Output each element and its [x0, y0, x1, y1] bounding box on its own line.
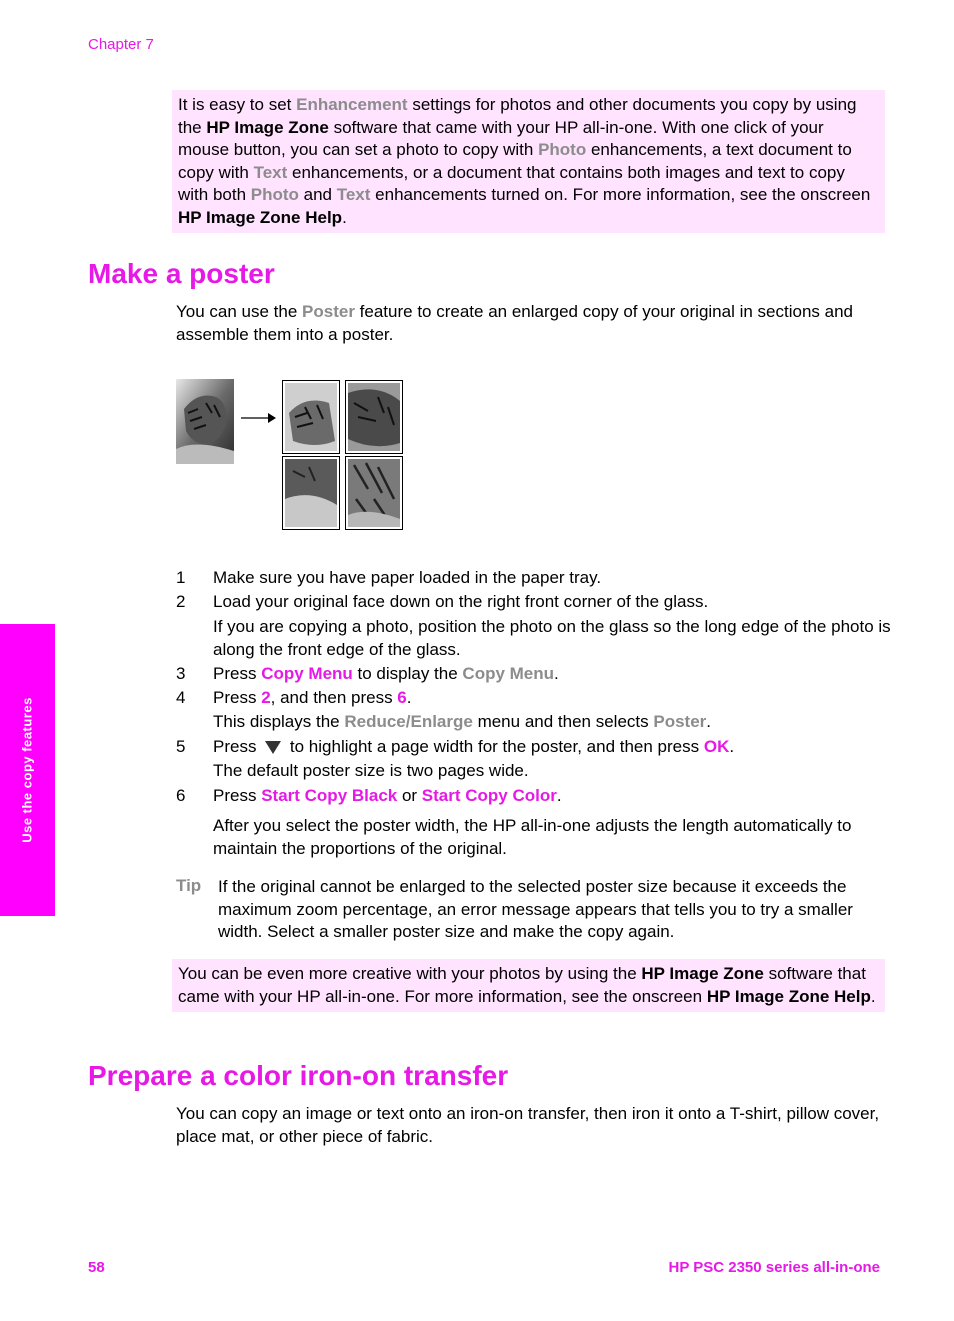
- step-text: [213, 735, 893, 758]
- note-text: enhancements, or a document that contains both images and text to copy with both: [178, 162, 845, 204]
- step-number: 3: [176, 664, 186, 683]
- step-text-part: Press: [213, 737, 262, 756]
- step-text-part: menu and then selects: [472, 712, 654, 731]
- step-number: 5: [176, 737, 186, 756]
- button-2: 2: [261, 688, 271, 707]
- step-text-part: .: [556, 786, 562, 805]
- step-number: 1: [176, 568, 186, 587]
- section-title-iron-on: Prepare a color iron-on transfer: [88, 1060, 509, 1091]
- bold-hp-image-zone: HP Image Zone: [641, 964, 764, 983]
- bold-hp-image-zone-help: HP Image Zone Help: [706, 986, 871, 1006]
- step-text-part: Press: [213, 664, 262, 683]
- tip-label: Tip: [176, 876, 202, 895]
- note-text: and: [298, 185, 337, 204]
- intro-text: feature to create an enlarged copy of your original in sections and assemble them into a poster.: [176, 302, 853, 344]
- step-number: 4: [176, 688, 186, 707]
- section-title-make-poster: Make a poster: [88, 258, 275, 289]
- note-text: It is easy to set: [178, 95, 297, 114]
- step-text: [213, 686, 893, 709]
- chapter-label: Chapter 7: [88, 36, 154, 53]
- step-text-part: This displays the: [213, 712, 345, 731]
- note-text: enhancements, a text document to copy with: [178, 140, 852, 182]
- step-text: [213, 662, 893, 685]
- step-text-part: or: [397, 786, 422, 805]
- step-text-part: Press: [213, 688, 262, 707]
- step-text: Make sure you have paper loaded in the paper tray.: [213, 568, 602, 587]
- note-text: You can be even more creative with your photos by using the: [178, 964, 642, 983]
- menu-copy-menu: Copy Menu: [462, 664, 555, 683]
- page-number: 58: [88, 1259, 105, 1276]
- note-text: .: [870, 986, 876, 1006]
- keyword-photo: Photo: [538, 140, 587, 159]
- poster-tile-3: [282, 456, 340, 530]
- iron-on-intro: You can copy an image or text onto an iron-on transfer, then iron it onto a T-shirt, pillow cover, place mat, or other piece of fabric.: [176, 1104, 880, 1146]
- down-arrow-icon: [265, 741, 281, 754]
- note-enhancement: [172, 90, 885, 233]
- step-detail-text: If you are copying a photo, position the photo on the glass so the long edge of the photo is along the front edge of the glass.: [213, 617, 891, 659]
- keyword-poster: Poster: [302, 302, 355, 321]
- step-number: 2: [176, 592, 186, 611]
- menu-reduce-enlarge: Reduce/Enlarge: [344, 712, 473, 731]
- button-copy-menu: Copy Menu: [261, 664, 353, 683]
- step-text-part: to highlight a page width for the poster, and then press: [285, 737, 704, 756]
- step-text-part: Press: [213, 786, 262, 805]
- menu-poster: Poster: [653, 712, 707, 731]
- side-tab: [0, 624, 55, 916]
- poster-tile-4: [345, 456, 403, 530]
- poster-tile-1: [282, 380, 340, 454]
- poster-tile-2: [345, 380, 403, 454]
- step-text-part: .: [406, 688, 412, 707]
- bold-hp-image-zone: HP Image Zone: [206, 117, 329, 137]
- note-text: .: [342, 207, 347, 227]
- keyword-photo: Photo: [250, 185, 299, 204]
- keyword-text: Text: [253, 162, 288, 182]
- note-text: software that came with your HP all-in-one. For more information, see the onscreen: [178, 964, 866, 1006]
- step-text-part: .: [554, 664, 559, 683]
- bold-hp-image-zone-help: HP Image Zone Help: [178, 207, 343, 227]
- side-tab-label: Use the copy features: [19, 697, 35, 843]
- note-text: settings for photos and other documents you copy by using the: [178, 95, 857, 137]
- step-detail-text: The default poster size is two pages wide.: [213, 761, 529, 780]
- tip-text: If the original cannot be enlarged to the selected poster size because it exceeds the maximum zoom percentage, an error message appears that tells you to try a smaller width. Select a smaller poster size and make the copy again.: [218, 877, 853, 941]
- step-number: 6: [176, 786, 186, 805]
- button-ok: OK: [703, 737, 730, 756]
- button-start-copy-black: Start Copy Black: [261, 786, 398, 805]
- product-name: HP PSC 2350 series all-in-one: [668, 1259, 880, 1276]
- step-detail-text: [213, 710, 893, 733]
- button-start-copy-color: Start Copy Color: [421, 786, 557, 805]
- note-text: software that came with your HP all-in-one. With one click of your mouse button, you can set a photo to copy with: [178, 117, 824, 159]
- step-text-part: to display the: [352, 664, 463, 683]
- arrow-right-icon: [241, 411, 277, 425]
- step-detail-text: After you select the poster width, the HP all-in-one adjusts the length automatically to maintain the proportions of the original.: [213, 816, 852, 858]
- keyword-text: Text: [336, 185, 371, 204]
- tiger-original-image: [176, 379, 234, 464]
- intro-text: You can use the: [176, 302, 303, 321]
- note-hp-image-zone: [172, 959, 885, 1012]
- note-text: enhancements turned on. For more information, see the onscreen: [370, 185, 871, 204]
- step-text: [213, 784, 893, 807]
- step-text: Load your original face down on the right front corner of the glass.: [213, 592, 709, 611]
- step-text-part: , and then press: [270, 688, 398, 707]
- step-text-part: .: [729, 737, 735, 756]
- keyword-enhancement: Enhancement: [296, 95, 408, 114]
- button-6: 6: [397, 688, 407, 707]
- poster-intro: [176, 300, 891, 346]
- step-text-part: .: [706, 712, 712, 731]
